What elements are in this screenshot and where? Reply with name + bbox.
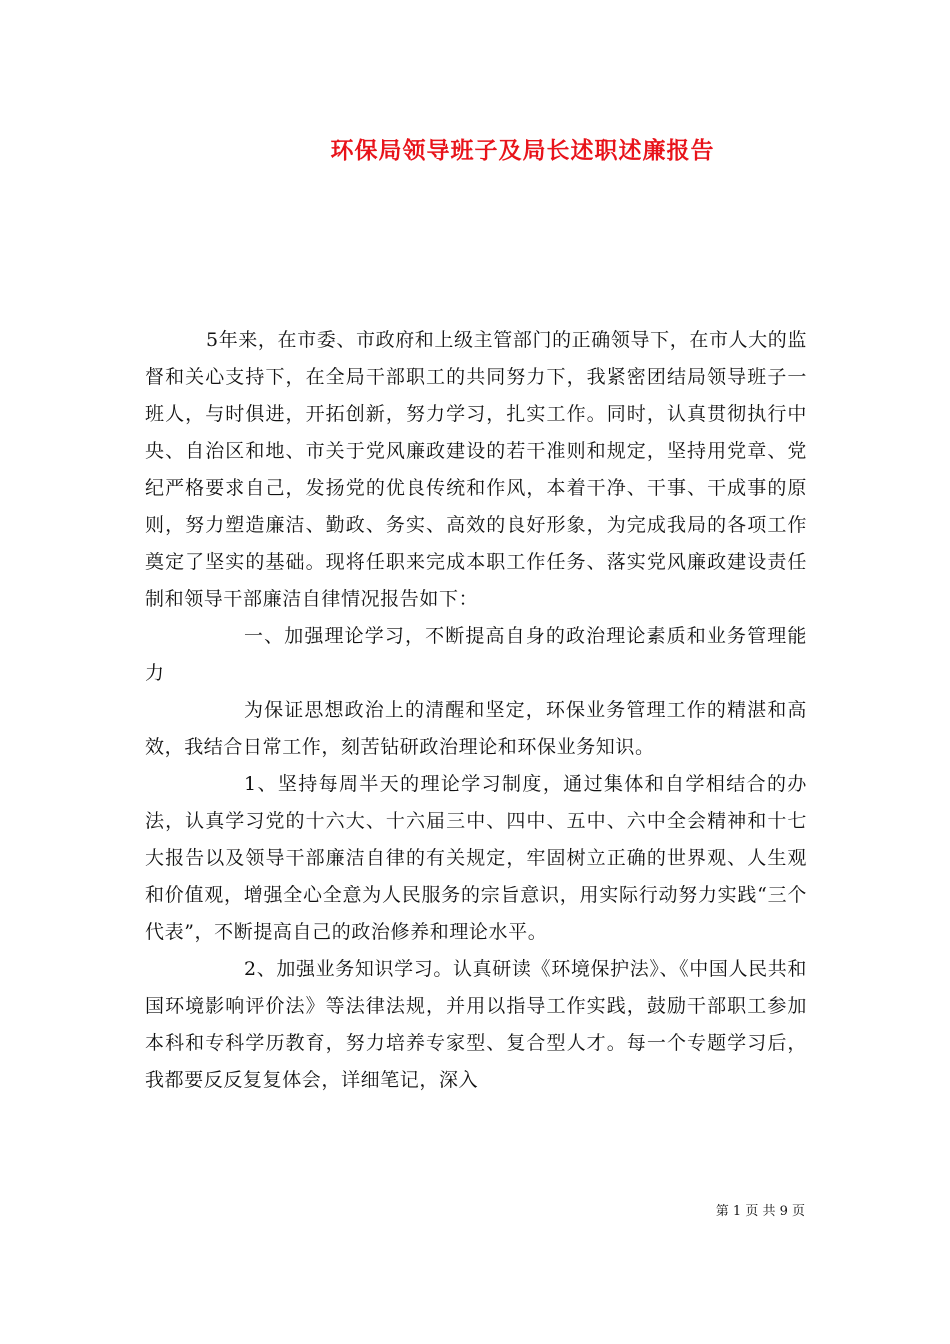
document-body [145, 322, 807, 1099]
paragraph-intro: 5年来，在市委、市政府和上级主管部门的正确领导下，在市人大的监督和关心支持下，在全局干部职工的共同努力下，我紧密团结局领导班子一班人，与时俱进，开拓创新，努力学习，扎实工作。同时，认真贯彻执行中央、自治区和地、市关于党风廉政建设的若干准则和规定，坚持用党章、党纪严格要求自己，发扬党的优良传统和作风，本着干净、干事、干成事的原则，努力塑造廉洁、勤政、务实、高效的良好形象，为完成我局的各项工作奠定了坚实的基础。现将任职来完成本职工作任务、落实党风廉政建设责任制和领导干部廉洁自律情况报告如下： [145, 329, 807, 610]
section-heading-1: 一、加强理论学习，不断提高自身的政治理论素质和业务管理能力 [145, 625, 807, 684]
paragraph-section-1-intro: 为保证思想政治上的清醒和坚定，环保业务管理工作的精湛和高效，我结合日常工作，刻苦钻研政治理论和环保业务知识。 [145, 699, 807, 758]
document-title: 环保局领导班子及局长述职述廉报告 [330, 137, 715, 164]
paragraph-item-2: 2、加强业务知识学习。认真研读《环境保护法》、《中国人民共和国环境影响评价法》等法律法规，并用以指导工作实践，鼓励干部职工参加本科和专科学历教育，努力培养专家型、复合型人才。每一个专题学习后，我都要反反复复体会，详细笔记，深入 [145, 958, 807, 1091]
page-number-footer: 第 1 页 共 9 页 [715, 1204, 805, 1219]
paragraph-item-1: 1、坚持每周半天的理论学习制度，通过集体和自学相结合的办法，认真学习党的十六大、十六届三中、四中、五中、六中全会精神和十七大报告以及领导干部廉洁自律的有关规定，牢固树立正确的世界观、人生观和价值观，增强全心全意为人民服务的宗旨意识，用实际行动努力实践“三个代表”，不断提高自己的政治修养和理论水平。 [145, 773, 807, 943]
